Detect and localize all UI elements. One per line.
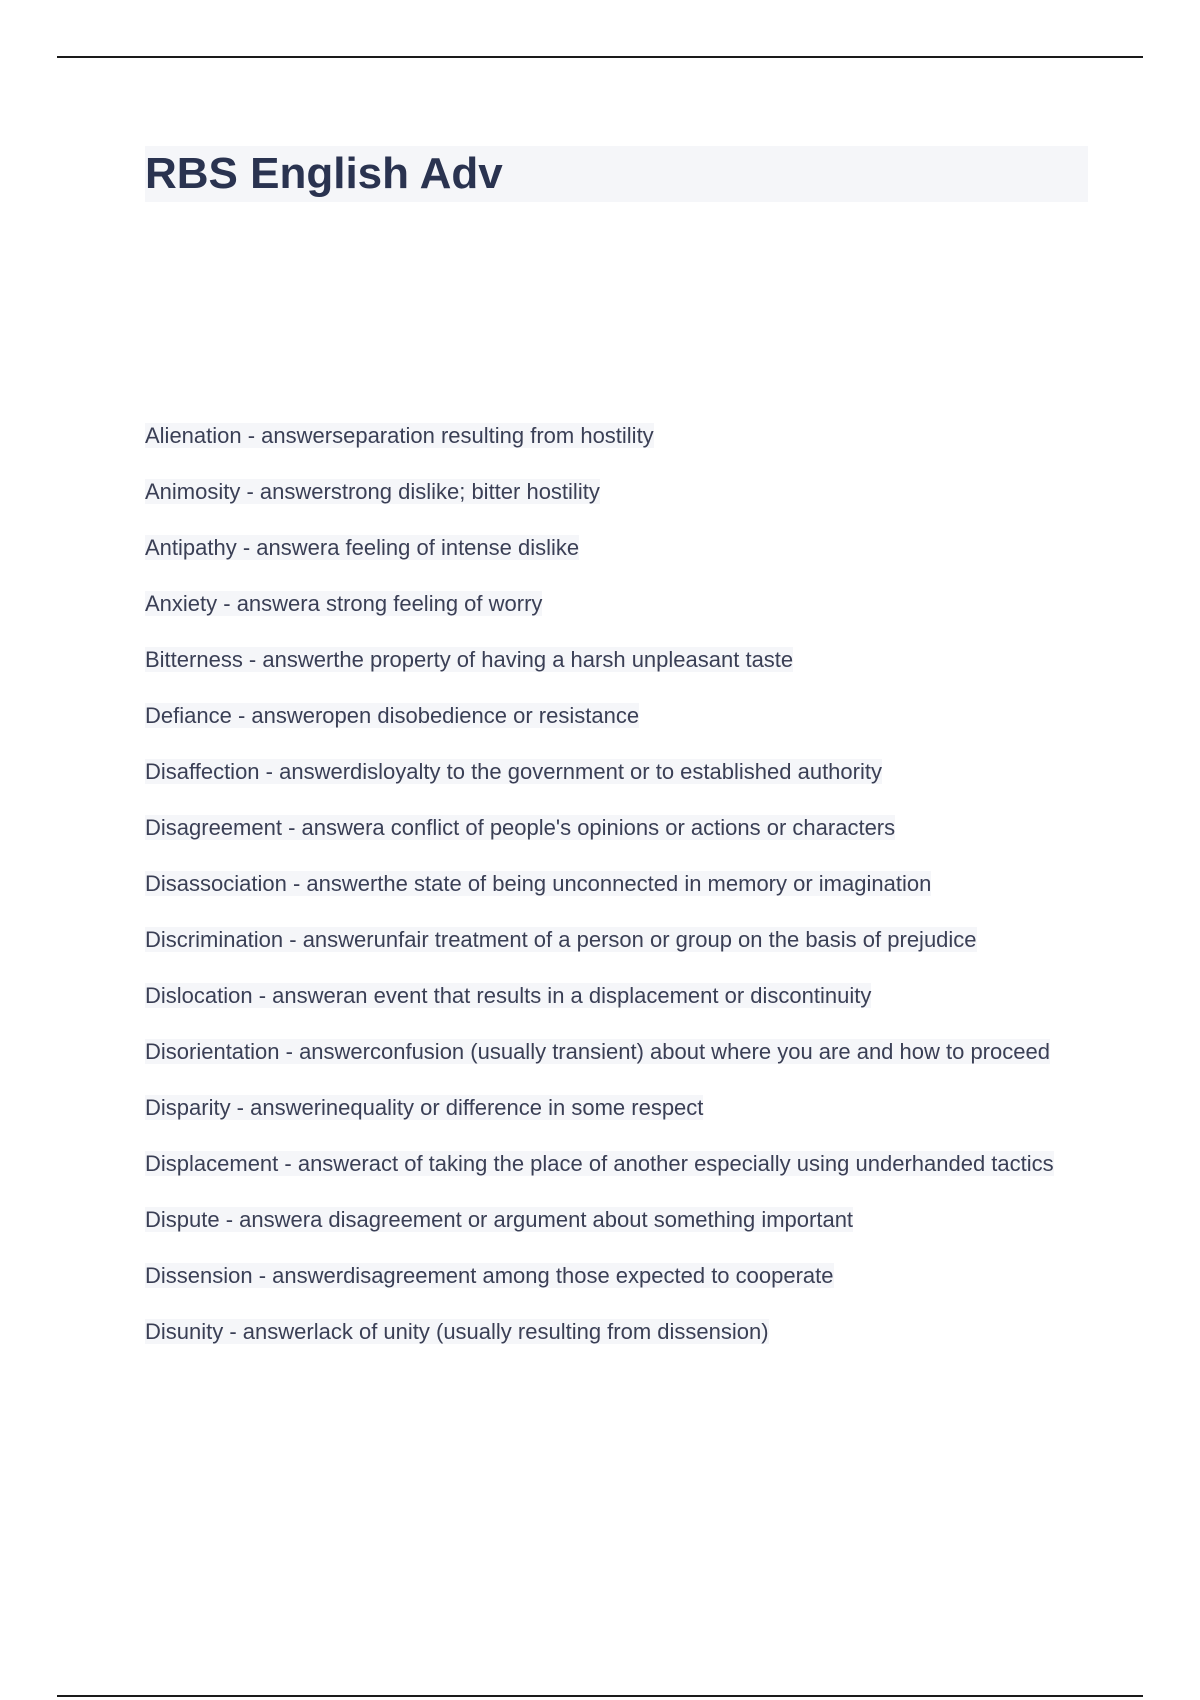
definition-text: Discrimination - answerunfair treatment of a person or group on the basis of prejudice <box>145 927 977 952</box>
definition-text: Disassociation - answerthe state of being unconnected in memory or imagination <box>145 871 932 896</box>
definition-entry <box>145 1038 1085 1066</box>
top-rule <box>57 56 1143 58</box>
document-title: RBS English Adv <box>145 149 503 198</box>
definition-text: Dispute - answera disagreement or argument about something important <box>145 1207 854 1232</box>
definition-entry <box>145 422 1085 450</box>
definition-entry <box>145 1262 1085 1290</box>
definition-text: Disorientation - answerconfusion (usually transient) about where you are and how to proceed <box>145 1039 1050 1064</box>
definition-entry <box>145 870 1085 898</box>
definition-text: Bitterness - answerthe property of having a harsh unpleasant taste <box>145 647 794 672</box>
definition-text: Animosity - answerstrong dislike; bitter hostility <box>145 479 600 504</box>
definition-text: Alienation - answerseparation resulting from hostility <box>145 423 654 448</box>
definition-text: Disagreement - answera conflict of people's opinions or actions or characters <box>145 815 896 840</box>
definition-text: Antipathy - answera feeling of intense dislike <box>145 535 580 560</box>
definition-entry <box>145 1318 1085 1346</box>
definition-text: Dissension - answerdisagreement among those expected to cooperate <box>145 1263 834 1288</box>
definition-entry <box>145 478 1085 506</box>
definition-text: Disaffection - answerdisloyalty to the government or to established authority <box>145 759 882 784</box>
definition-entry <box>145 1206 1085 1234</box>
definition-entry <box>145 534 1085 562</box>
definition-text: Anxiety - answera strong feeling of worry <box>145 591 543 616</box>
definition-text: Defiance - answeropen disobedience or resistance <box>145 703 640 728</box>
definition-entry <box>145 1094 1085 1122</box>
definition-text: Disparity - answerinequality or difference in some respect <box>145 1095 704 1120</box>
definition-list <box>145 422 1085 1374</box>
definition-entry <box>145 646 1085 674</box>
definition-entry <box>145 590 1085 618</box>
definition-entry <box>145 1150 1085 1178</box>
definition-entry <box>145 814 1085 842</box>
definition-entry <box>145 982 1085 1010</box>
definition-entry <box>145 926 1085 954</box>
definition-entry <box>145 758 1085 786</box>
definition-text: Disunity - answerlack of unity (usually resulting from dissension) <box>145 1319 769 1344</box>
bottom-rule <box>57 1695 1143 1697</box>
definition-text: Displacement - answeract of taking the place of another especially using underhanded tactics <box>145 1151 1054 1176</box>
definition-entry <box>145 702 1085 730</box>
definition-text: Dislocation - answeran event that results in a displacement or discontinuity <box>145 983 872 1008</box>
